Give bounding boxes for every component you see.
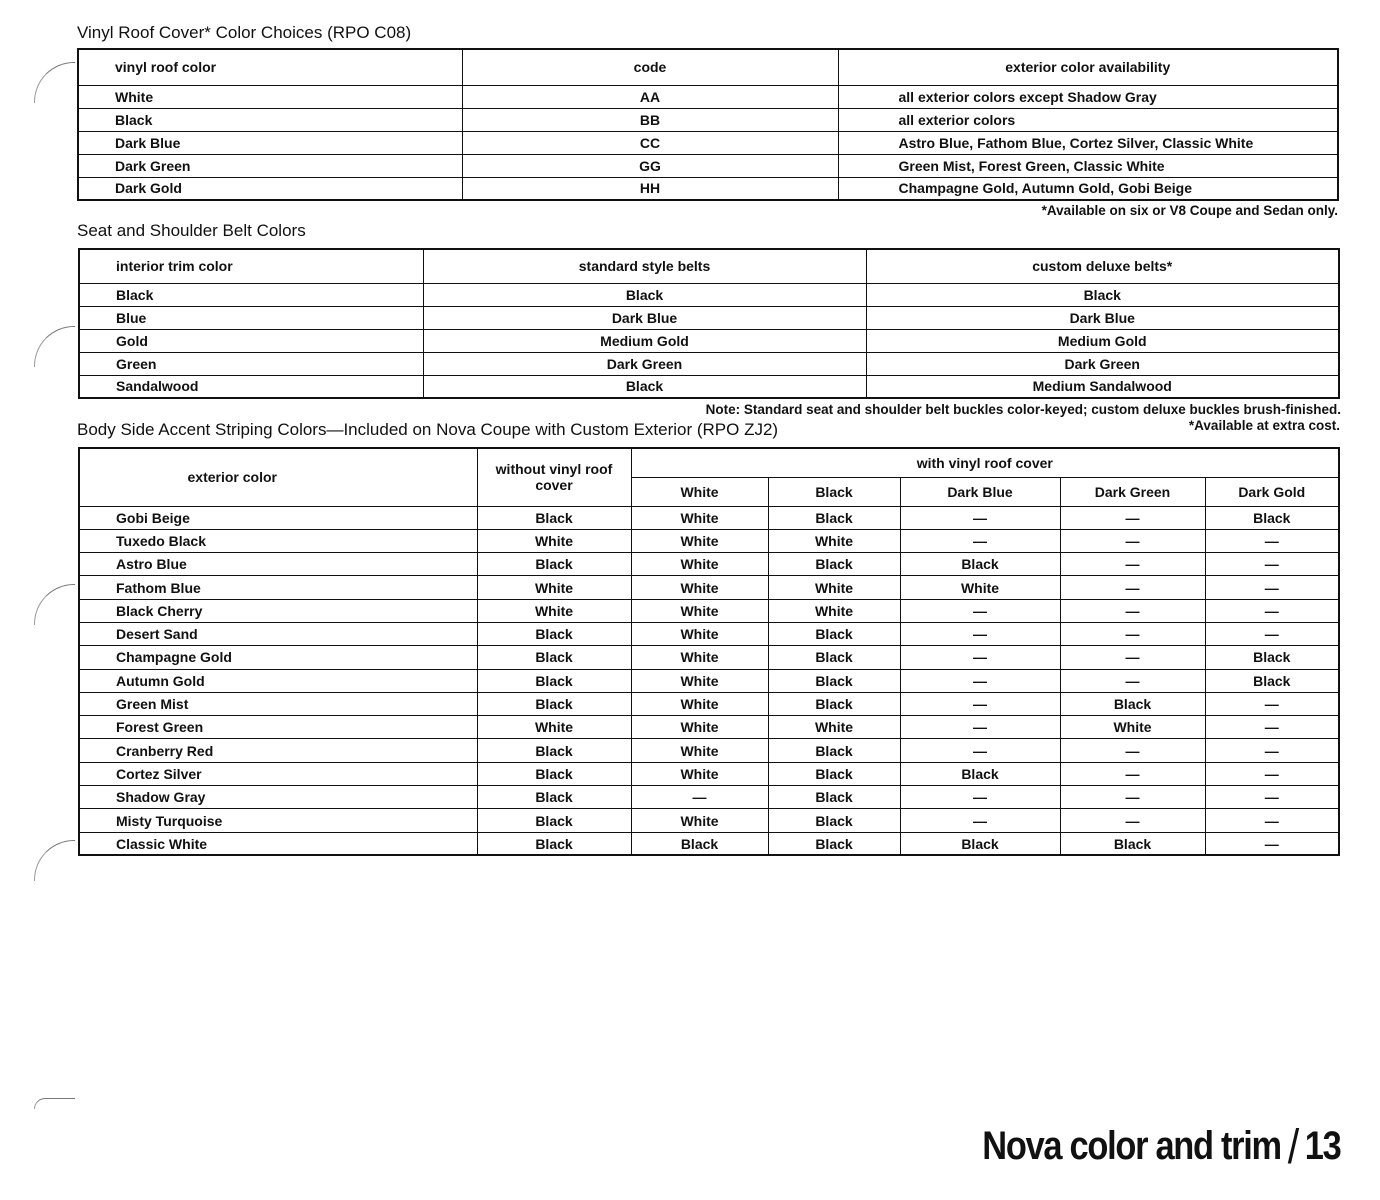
table-cell: Black xyxy=(477,692,631,715)
table-cell: Tuxedo Black xyxy=(79,529,477,552)
table-cell: Black xyxy=(477,762,631,785)
table-cell: Black xyxy=(79,283,423,306)
table-cell: White xyxy=(631,599,768,622)
sub-header: Dark Green xyxy=(1060,477,1205,506)
table-cell: White xyxy=(631,646,768,669)
table-cell: Misty Turquoise xyxy=(79,809,477,832)
table-cell: Green xyxy=(79,352,423,375)
table-cell: Cortez Silver xyxy=(79,762,477,785)
table-row xyxy=(79,553,1339,576)
table-row xyxy=(79,739,1339,762)
table-cell: Champagne Gold xyxy=(79,646,477,669)
table-cell: Dark Green xyxy=(866,352,1339,375)
table-row xyxy=(78,154,1338,177)
table-cell: Black xyxy=(768,646,900,669)
table-row xyxy=(79,599,1339,622)
table-cell: — xyxy=(1060,506,1205,529)
table-cell: — xyxy=(1205,786,1339,809)
table-cell: Cranberry Red xyxy=(79,739,477,762)
table-cell: Dark Blue xyxy=(78,131,462,154)
table-cell: — xyxy=(1205,553,1339,576)
table-cell: — xyxy=(900,809,1060,832)
column-header: without vinyl roof cover xyxy=(477,448,631,506)
table-cell: all exterior colors xyxy=(838,108,1338,131)
table-row xyxy=(79,506,1339,529)
table-cell: Black xyxy=(768,786,900,809)
table-cell: Black xyxy=(768,553,900,576)
table-row xyxy=(79,692,1339,715)
column-header: exterior color xyxy=(79,448,477,506)
table-cell: — xyxy=(1060,646,1205,669)
table-cell: — xyxy=(900,646,1060,669)
table-cell: Black xyxy=(768,669,900,692)
punch-hole-mark xyxy=(34,584,75,625)
table-cell: — xyxy=(900,599,1060,622)
footer-slash: / xyxy=(1287,1121,1298,1174)
table-cell: Fathom Blue xyxy=(79,576,477,599)
column-header: interior trim color xyxy=(79,249,423,283)
table-cell: Astro Blue, Fathom Blue, Cortez Silver, Classic White xyxy=(838,131,1338,154)
table-cell: — xyxy=(900,786,1060,809)
table-cell: Black xyxy=(866,283,1339,306)
table-cell: White xyxy=(631,622,768,645)
table-cell: White xyxy=(631,716,768,739)
table-cell: White xyxy=(768,599,900,622)
table-cell: Desert Sand xyxy=(79,622,477,645)
table-cell: — xyxy=(900,529,1060,552)
table-cell: Black xyxy=(900,762,1060,785)
table-cell: Black xyxy=(423,375,866,398)
table-row xyxy=(78,85,1338,108)
table-cell: Black xyxy=(768,809,900,832)
table-cell: White xyxy=(78,85,462,108)
vinyl-roof-title: Vinyl Roof Cover* Color Choices (RPO C08) xyxy=(77,23,412,42)
table-cell: Black xyxy=(477,506,631,529)
table-cell: Gold xyxy=(79,329,423,352)
table-cell: — xyxy=(1205,739,1339,762)
table-cell: Champagne Gold, Autumn Gold, Gobi Beige xyxy=(838,177,1338,200)
table-cell: Black xyxy=(768,762,900,785)
table-cell: — xyxy=(1060,762,1205,785)
table-cell: Black xyxy=(1060,692,1205,715)
table-cell: White xyxy=(477,576,631,599)
table-cell: White xyxy=(631,576,768,599)
table-cell: — xyxy=(900,506,1060,529)
table-cell: — xyxy=(1205,692,1339,715)
page-footer xyxy=(981,1116,1340,1174)
table-cell: Shadow Gray xyxy=(79,786,477,809)
table-row xyxy=(79,375,1339,398)
column-header: with vinyl roof cover xyxy=(631,448,1339,477)
table-cell: White xyxy=(768,716,900,739)
table-cell: Black xyxy=(1205,646,1339,669)
table-cell: — xyxy=(1060,809,1205,832)
table-cell: — xyxy=(1205,622,1339,645)
table-cell: — xyxy=(900,622,1060,645)
table-cell: — xyxy=(1060,529,1205,552)
table-cell: White xyxy=(768,576,900,599)
column-header: exterior color availability xyxy=(838,49,1338,85)
table-cell: Black xyxy=(477,669,631,692)
punch-hole-mark xyxy=(34,1098,75,1109)
table-cell: Medium Gold xyxy=(423,329,866,352)
table-cell: White xyxy=(631,809,768,832)
table-cell: — xyxy=(1205,762,1339,785)
column-header: standard style belts xyxy=(423,249,866,283)
table-cell: Medium Gold xyxy=(866,329,1339,352)
table-cell: — xyxy=(1060,786,1205,809)
table-cell: — xyxy=(900,669,1060,692)
table-cell: Black xyxy=(631,832,768,855)
table-row xyxy=(79,786,1339,809)
footer-title: Nova color and trim xyxy=(981,1124,1281,1168)
column-header: custom deluxe belts* xyxy=(866,249,1339,283)
table-row xyxy=(79,669,1339,692)
table-cell: Black xyxy=(477,646,631,669)
column-header: vinyl roof color xyxy=(78,49,462,85)
table-cell: White xyxy=(631,739,768,762)
table-cell: Green Mist xyxy=(79,692,477,715)
table-row xyxy=(79,576,1339,599)
table-row xyxy=(79,283,1339,306)
sub-header: Dark Gold xyxy=(1205,477,1339,506)
table-cell: Black xyxy=(1060,832,1205,855)
table-cell: White xyxy=(631,669,768,692)
table-cell: — xyxy=(1060,739,1205,762)
sub-header: White xyxy=(631,477,768,506)
table-row xyxy=(79,646,1339,669)
table-row xyxy=(79,622,1339,645)
table-cell: Dark Green xyxy=(78,154,462,177)
table-cell: all exterior colors except Shadow Gray xyxy=(838,85,1338,108)
table-cell: Sandalwood xyxy=(79,375,423,398)
belts-table xyxy=(78,248,1340,399)
belts-title: Seat and Shoulder Belt Colors xyxy=(77,221,306,240)
table-cell: Black xyxy=(1205,506,1339,529)
table-cell: — xyxy=(1205,832,1339,855)
table-row xyxy=(79,762,1339,785)
belts-footnote: *Available at extra cost. xyxy=(1188,418,1340,433)
table-cell: GG xyxy=(462,154,838,177)
table-cell: — xyxy=(900,692,1060,715)
vinyl-roof-footnote: *Available on six or V8 Coupe and Sedan only. xyxy=(1041,203,1338,218)
table-cell: Black xyxy=(768,506,900,529)
table-cell: — xyxy=(1060,622,1205,645)
table-cell: AA xyxy=(462,85,838,108)
table-cell: — xyxy=(1205,716,1339,739)
table-row xyxy=(79,352,1339,375)
table-cell: Black Cherry xyxy=(79,599,477,622)
table-cell: Dark Gold xyxy=(78,177,462,200)
table-cell: White xyxy=(631,762,768,785)
table-cell: CC xyxy=(462,131,838,154)
table-cell: — xyxy=(1205,599,1339,622)
table-cell: White xyxy=(1060,716,1205,739)
table-cell: White xyxy=(477,529,631,552)
table-cell: Black xyxy=(768,832,900,855)
table-cell: Black xyxy=(477,622,631,645)
punch-hole-mark xyxy=(34,326,75,367)
sub-header: Dark Blue xyxy=(900,477,1060,506)
table-cell: Black xyxy=(900,553,1060,576)
table-cell: Black xyxy=(477,832,631,855)
table-cell: White xyxy=(900,576,1060,599)
punch-hole-mark xyxy=(34,62,75,103)
sub-header: Black xyxy=(768,477,900,506)
table-cell: Black xyxy=(768,692,900,715)
table-cell: Black xyxy=(900,832,1060,855)
table-cell: Black xyxy=(423,283,866,306)
table-cell: — xyxy=(1205,576,1339,599)
table-row xyxy=(79,529,1339,552)
table-row xyxy=(79,306,1339,329)
table-cell: White xyxy=(631,529,768,552)
table-cell: White xyxy=(631,553,768,576)
table-cell: Blue xyxy=(79,306,423,329)
table-cell: Green Mist, Forest Green, Classic White xyxy=(838,154,1338,177)
table-cell: Black xyxy=(1205,669,1339,692)
vinyl-roof-table xyxy=(77,48,1339,201)
table-cell: — xyxy=(1205,809,1339,832)
table-cell: Black xyxy=(477,786,631,809)
table-cell: Black xyxy=(477,553,631,576)
striping-table xyxy=(78,447,1340,856)
table-cell: Classic White xyxy=(79,832,477,855)
table-cell: — xyxy=(1060,599,1205,622)
table-cell: Dark Blue xyxy=(423,306,866,329)
table-cell: HH xyxy=(462,177,838,200)
punch-hole-mark xyxy=(34,840,75,881)
table-cell: White xyxy=(631,692,768,715)
table-cell: BB xyxy=(462,108,838,131)
table-row xyxy=(79,832,1339,855)
column-header: code xyxy=(462,49,838,85)
table-cell: Autumn Gold xyxy=(79,669,477,692)
table-cell: Astro Blue xyxy=(79,553,477,576)
belts-note: Note: Standard seat and shoulder belt buckles color-keyed; custom deluxe buckles brush-finished. xyxy=(705,402,1341,417)
table-cell: — xyxy=(900,716,1060,739)
table-cell: White xyxy=(477,716,631,739)
table-cell: Forest Green xyxy=(79,716,477,739)
table-cell: Dark Blue xyxy=(866,306,1339,329)
table-cell: — xyxy=(1205,529,1339,552)
table-row xyxy=(78,131,1338,154)
table-cell: — xyxy=(1060,669,1205,692)
table-cell: Black xyxy=(78,108,462,131)
table-cell: Medium Sandalwood xyxy=(866,375,1339,398)
table-row xyxy=(79,716,1339,739)
table-cell: — xyxy=(900,739,1060,762)
table-cell: Black xyxy=(477,739,631,762)
table-cell: — xyxy=(631,786,768,809)
table-cell: Black xyxy=(477,809,631,832)
table-cell: Black xyxy=(768,622,900,645)
table-cell: White xyxy=(631,506,768,529)
table-cell: Dark Green xyxy=(423,352,866,375)
table-cell: Black xyxy=(768,739,900,762)
table-cell: White xyxy=(477,599,631,622)
page-number: 13 xyxy=(1304,1124,1340,1168)
table-row xyxy=(79,809,1339,832)
table-cell: Gobi Beige xyxy=(79,506,477,529)
table-row xyxy=(78,177,1338,200)
table-row xyxy=(79,329,1339,352)
table-row xyxy=(78,108,1338,131)
table-cell: White xyxy=(768,529,900,552)
table-cell: — xyxy=(1060,553,1205,576)
table-cell: — xyxy=(1060,576,1205,599)
striping-title: Body Side Accent Striping Colors—Included on Nova Coupe with Custom Exterior (RPO ZJ2) xyxy=(77,420,779,439)
